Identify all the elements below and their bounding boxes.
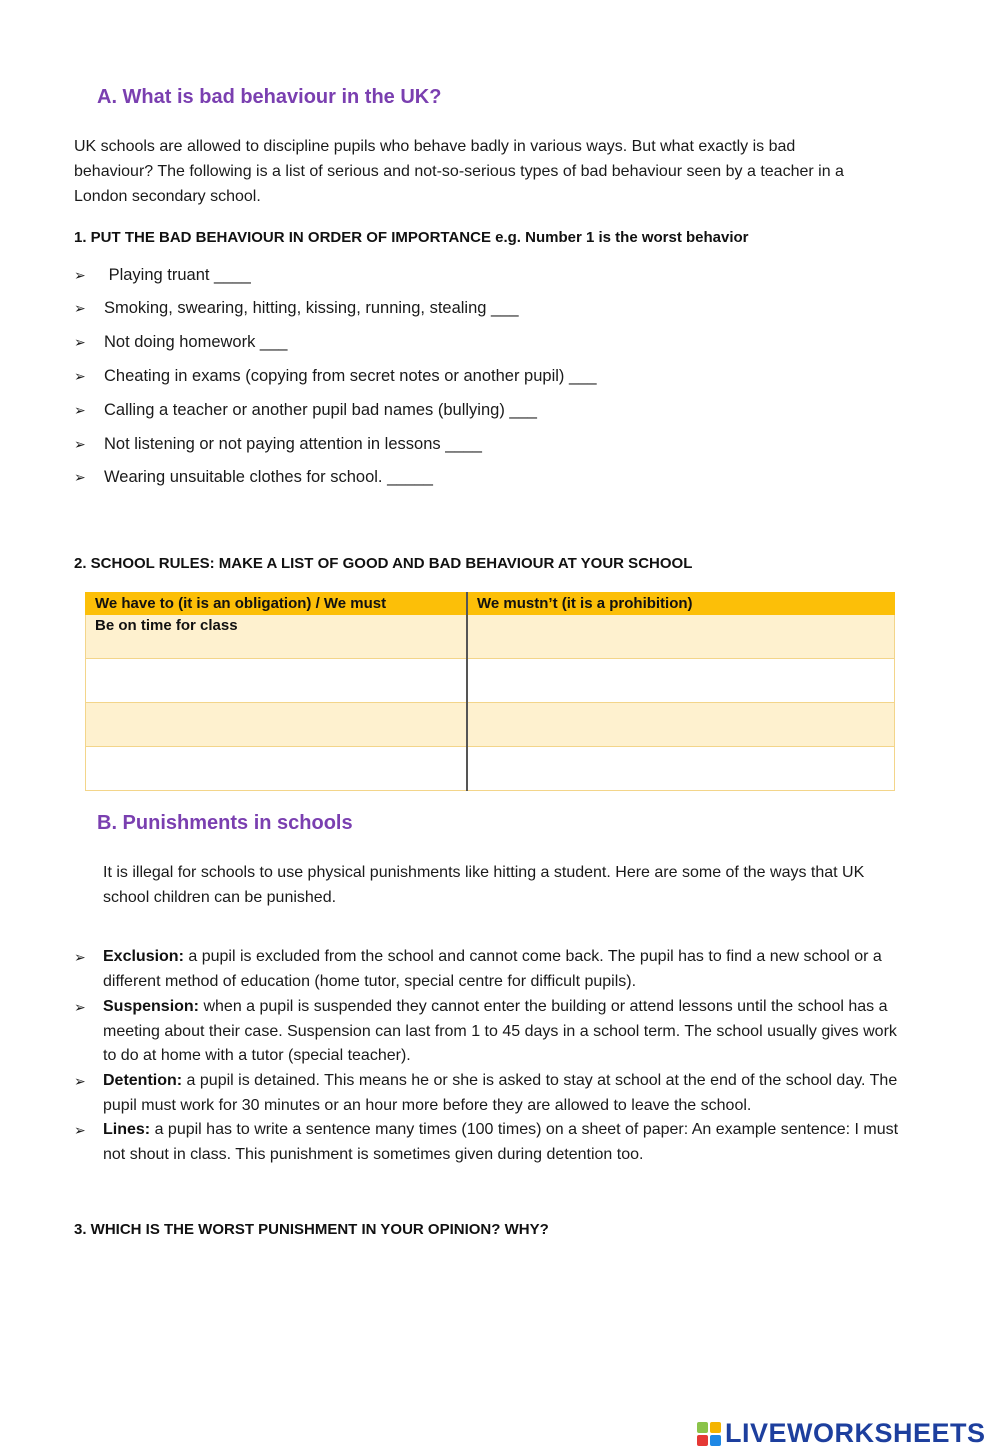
- intro-line: London secondary school.: [74, 188, 261, 205]
- behaviour-item[interactable]: [74, 367, 597, 386]
- arrow-bullet-icon: ➢: [74, 469, 86, 485]
- section-b-intro: [103, 860, 953, 910]
- intro-line: It is illegal for schools to use physical punishments like hitting a student. Here are some of the ways that UK: [103, 864, 865, 881]
- punishment-text: meeting about their case. Suspension can last from 1 to 45 days in a school term. The school usually gives work: [103, 1022, 897, 1040]
- punishment-text: a pupil is excluded from the school and cannot come back. The pupil has to find a new school or a: [183, 948, 882, 965]
- punishment-text: different method of education (home tutor, special centre for difficult pupils).: [103, 972, 637, 990]
- behaviour-text: Not listening or not paying attention in lessons ____: [104, 435, 482, 453]
- behaviour-item[interactable]: [74, 401, 537, 420]
- arrow-bullet-icon: ➢: [74, 267, 86, 283]
- punishment-item-detention: [74, 1069, 914, 1118]
- behaviour-text: Wearing unsuitable clothes for school. _____: [104, 468, 433, 486]
- table-cell-prohibition[interactable]: [467, 615, 895, 659]
- arrow-bullet-icon: ➢: [74, 300, 86, 316]
- punishment-item-lines: [74, 1118, 914, 1167]
- punishment-item-exclusion: [74, 945, 914, 994]
- table-row: [86, 659, 895, 703]
- section-b-title: B. Punishments in schools: [97, 812, 353, 834]
- punishment-item-suspension: [74, 995, 914, 1069]
- punishment-text: when a pupil is suspended they cannot enter the building or attend lessons until the school has a: [199, 998, 888, 1015]
- punishment-term: Suspension:: [103, 998, 200, 1015]
- header-obligation: We have to (it is an obligation) / We must: [86, 593, 468, 615]
- section-a-intro: [74, 134, 954, 209]
- punishment-text: a pupil has to write a sentence many times (100 times) on a sheet of paper: An example sentence: I must: [150, 1121, 899, 1138]
- table-cell-obligation[interactable]: [86, 659, 468, 703]
- table-header-row: [86, 593, 895, 615]
- arrow-bullet-icon: ➢: [74, 334, 86, 350]
- behaviour-item[interactable]: [74, 333, 287, 352]
- logo-blocks-icon: [697, 1422, 721, 1446]
- table-cell-obligation[interactable]: [86, 703, 468, 747]
- behaviour-text: Playing truant ____: [104, 266, 251, 284]
- behaviour-item[interactable]: [74, 435, 482, 454]
- arrow-bullet-icon: ➢: [74, 436, 86, 452]
- table-cell-prohibition[interactable]: [467, 747, 895, 791]
- intro-line: behaviour? The following is a list of serious and not-so-serious types of bad behaviour seen by a teacher in a: [74, 163, 844, 180]
- behaviour-item[interactable]: [74, 468, 433, 487]
- question-3: 3. WHICH IS THE WORST PUNISHMENT IN YOUR OPINION? WHY?: [74, 1221, 549, 1238]
- punishment-term: Lines:: [103, 1121, 151, 1138]
- punishment-text: a pupil is detained. This means he or she is asked to stay at school at the end of the school day. The: [182, 1072, 898, 1089]
- arrow-bullet-icon: ➢: [74, 1122, 86, 1138]
- arrow-bullet-icon: ➢: [74, 368, 86, 384]
- arrow-bullet-icon: ➢: [74, 999, 86, 1015]
- punishment-text: to do at home with a tutor (special teacher).: [103, 1047, 411, 1064]
- punishment-term: Detention:: [103, 1072, 183, 1089]
- table-row: [86, 615, 895, 659]
- table-cell-prohibition[interactable]: [467, 659, 895, 703]
- table-cell-obligation[interactable]: [86, 747, 468, 791]
- behaviour-item[interactable]: [74, 266, 251, 285]
- punishment-text: not shout in class. This punishment is sometimes given during detention too.: [103, 1145, 644, 1163]
- intro-line: UK schools are allowed to discipline pupils who behave badly in various ways. But what exactly is bad: [74, 138, 796, 155]
- punishment-text: pupil must work for 30 minutes or an hour more before they are allowed to leave the school.: [103, 1096, 752, 1114]
- punishment-term: Exclusion:: [103, 948, 184, 965]
- behaviour-text: Smoking, swearing, hitting, kissing, running, stealing ___: [104, 299, 519, 317]
- arrow-bullet-icon: ➢: [74, 949, 86, 965]
- question-2: 2. SCHOOL RULES: MAKE A LIST OF GOOD AND BAD BEHAVIOUR AT YOUR SCHOOL: [74, 555, 693, 572]
- arrow-bullet-icon: ➢: [74, 402, 86, 418]
- intro-line: school children can be punished.: [103, 889, 337, 906]
- table-row: [86, 747, 895, 791]
- logo-text: LIVEWORKSHEETS: [725, 1418, 986, 1448]
- header-prohibition: We mustn’t (it is a prohibition): [467, 593, 895, 615]
- table-cell-prohibition[interactable]: [467, 703, 895, 747]
- table-cell-obligation[interactable]: Be on time for class: [86, 615, 468, 659]
- behaviour-text: Cheating in exams (copying from secret notes or another pupil) ___: [104, 367, 597, 385]
- table-row: [86, 703, 895, 747]
- behaviour-item[interactable]: [74, 299, 519, 318]
- behaviour-text: Calling a teacher or another pupil bad names (bullying) ___: [104, 401, 537, 419]
- rules-table: [85, 592, 895, 791]
- arrow-bullet-icon: ➢: [74, 1073, 86, 1089]
- liveworksheets-logo[interactable]: [697, 1418, 986, 1449]
- section-a-title: A. What is bad behaviour in the UK?: [97, 86, 442, 108]
- question-1: 1. PUT THE BAD BEHAVIOUR IN ORDER OF IMPORTANCE e.g. Number 1 is the worst behavior: [74, 229, 749, 246]
- behaviour-text: Not doing homework ___: [104, 333, 288, 351]
